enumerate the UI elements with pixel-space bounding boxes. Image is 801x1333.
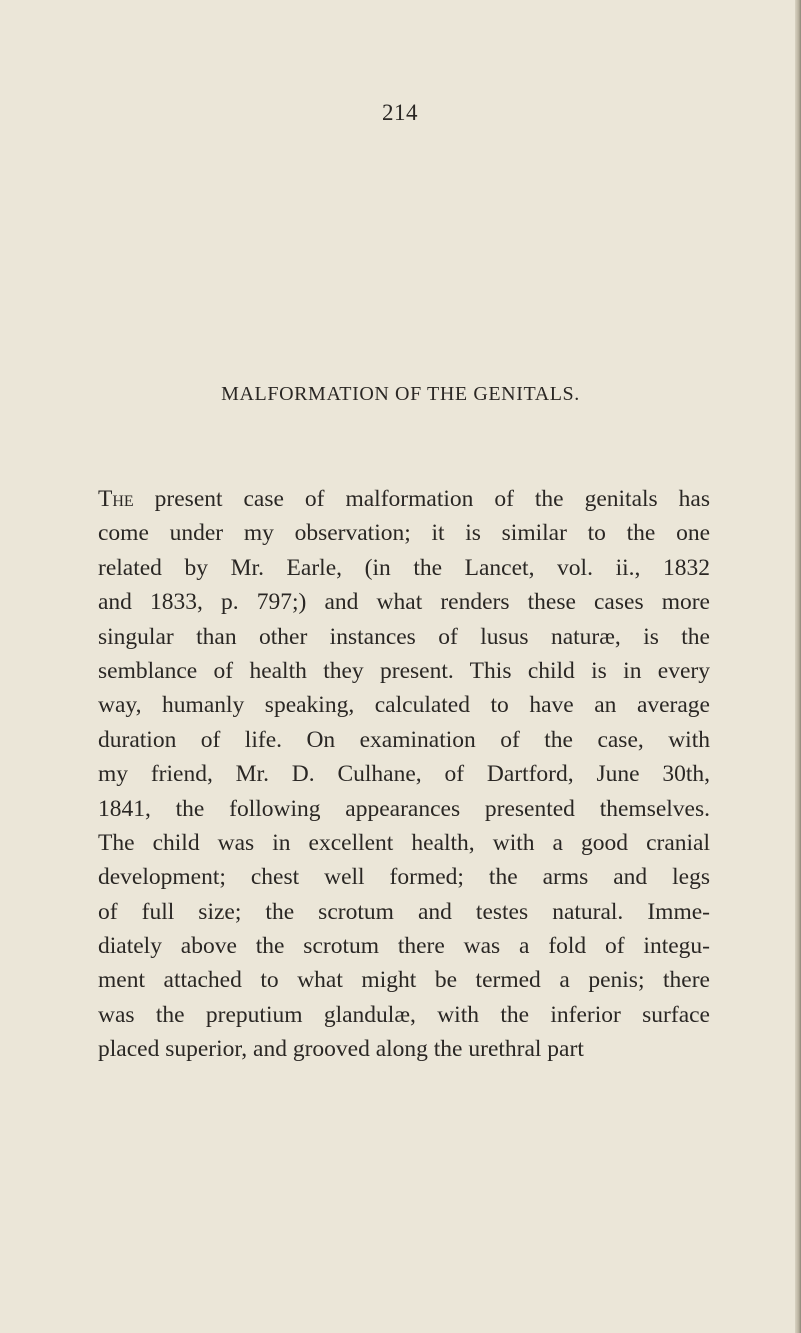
text-line-1: [98, 482, 710, 516]
text-line-12: development; chest well formed; the arms and legs: [98, 864, 710, 891]
section-title: MALFORMATION OF THE GENITALS.: [221, 383, 580, 405]
text-line-17: placed superior, and grooved along the urethral part: [98, 1036, 584, 1063]
text-line-8: duration of life. On examination of the case, with: [98, 726, 710, 753]
text-line-14: diately above the scrotum there was a fold of integu-: [98, 933, 710, 960]
text-line-16: was the preputium glandulæ, with the inferior surface: [98, 1001, 710, 1028]
page-number: 214: [382, 100, 418, 125]
page-edge-shadow: [795, 0, 801, 1333]
text-line-10: 1841, the following appearances presented themselves.: [98, 795, 710, 822]
text-line-7: way, humanly speaking, calculated to have an average: [98, 692, 710, 719]
text-line-11: The child was in excellent health, with a good cranial: [98, 829, 710, 856]
text-line-2: come under my observation; it is similar to the one: [98, 520, 710, 547]
text-line-3: related by Mr. Earle, (in the Lancet, vol. ii., 1832: [98, 554, 710, 581]
body-text: [98, 482, 710, 1067]
text-line-4: and 1833, p. 797;) and what renders these cases more: [98, 589, 710, 616]
text-line-15: ment attached to what might be termed a penis; there: [98, 967, 710, 994]
text-line-6: semblance of health they present. This child is in every: [98, 657, 710, 684]
text-line-9: my friend, Mr. D. Culhane, of Dartford, June 30th,: [98, 761, 710, 788]
lead-word: The: [98, 486, 134, 512]
text-line-13: of full size; the scrotum and testes natural. Imme-: [98, 898, 710, 925]
text-line-1-rest: present case of malformation of the genitals has: [133, 486, 710, 512]
text-line-5: singular than other instances of lusus naturæ, is the: [98, 623, 710, 650]
